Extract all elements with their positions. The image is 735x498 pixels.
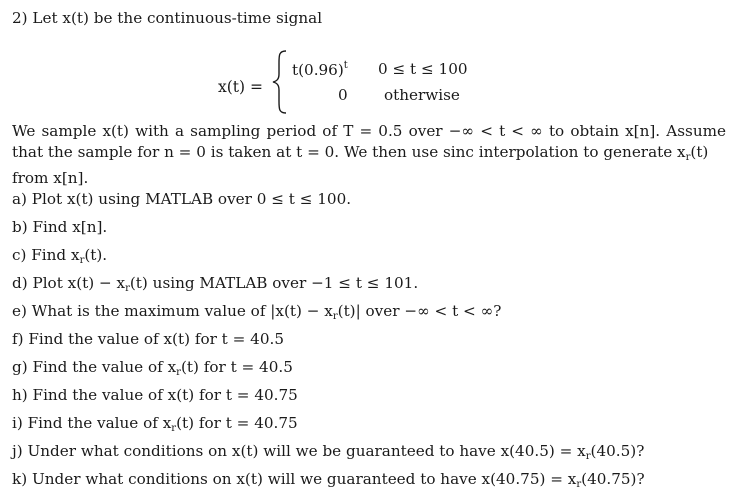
part-h: h) Find the value of x(t) for t = 40.75 [12, 386, 298, 404]
case1-condition: 0 ≤ t ≤ 100 [378, 60, 468, 78]
part-b: b) Find x[n]. [12, 218, 108, 236]
paragraph-line-3: from x[n]. [12, 169, 89, 187]
problem-heading: 2) Let x(t) be the continuous-time signal [12, 9, 323, 27]
case1-expression: $t(0.96)^t$ [292, 60, 348, 79]
part-i: i) Find the value of $x_r(t)$ for t = 40.75 [12, 414, 298, 434]
part-d: d) Plot $x(t) - x_r(t)$ using MATLAB over −1 ≤ t ≤ 101. [12, 274, 419, 294]
problem-paragraph [12, 121, 726, 189]
paragraph-line-1: We sample x(t) with a sampling period of T = 0.5 over −∞ < t < ∞ to obtain x[n]. Assume [12, 122, 726, 140]
case2-expression: 0 [338, 86, 348, 104]
part-f: f) Find the value of x(t) for t = 40.5 [12, 330, 284, 348]
part-a: a) Plot x(t) using MATLAB over 0 ≤ t ≤ 100. [12, 190, 352, 208]
left-brace-icon [270, 49, 292, 115]
paragraph-line-2: that the sample for n = 0 is taken at t = 0. We then use sinc interpolation to generate $x_r(t)$ [12, 143, 709, 163]
definition-lhs: x(t) = [218, 78, 263, 96]
case2-condition: otherwise [384, 86, 460, 104]
part-j: j) Under what conditions on x(t) will we be guaranteed to have $x(40.5) = x_r(40.5)$? [12, 442, 645, 462]
part-e: e) What is the maximum value of $|x(t) - x_r(t)|$ over −∞ < t < ∞? [12, 302, 502, 322]
part-g: g) Find the value of $x_r(t)$ for t = 40.5 [12, 358, 293, 378]
part-k: k) Under what conditions on x(t) will we guaranteed to have $x(40.75) = x_r(40.75)$? [12, 470, 645, 490]
part-c: c) Find $x_r(t)$. [12, 246, 108, 266]
